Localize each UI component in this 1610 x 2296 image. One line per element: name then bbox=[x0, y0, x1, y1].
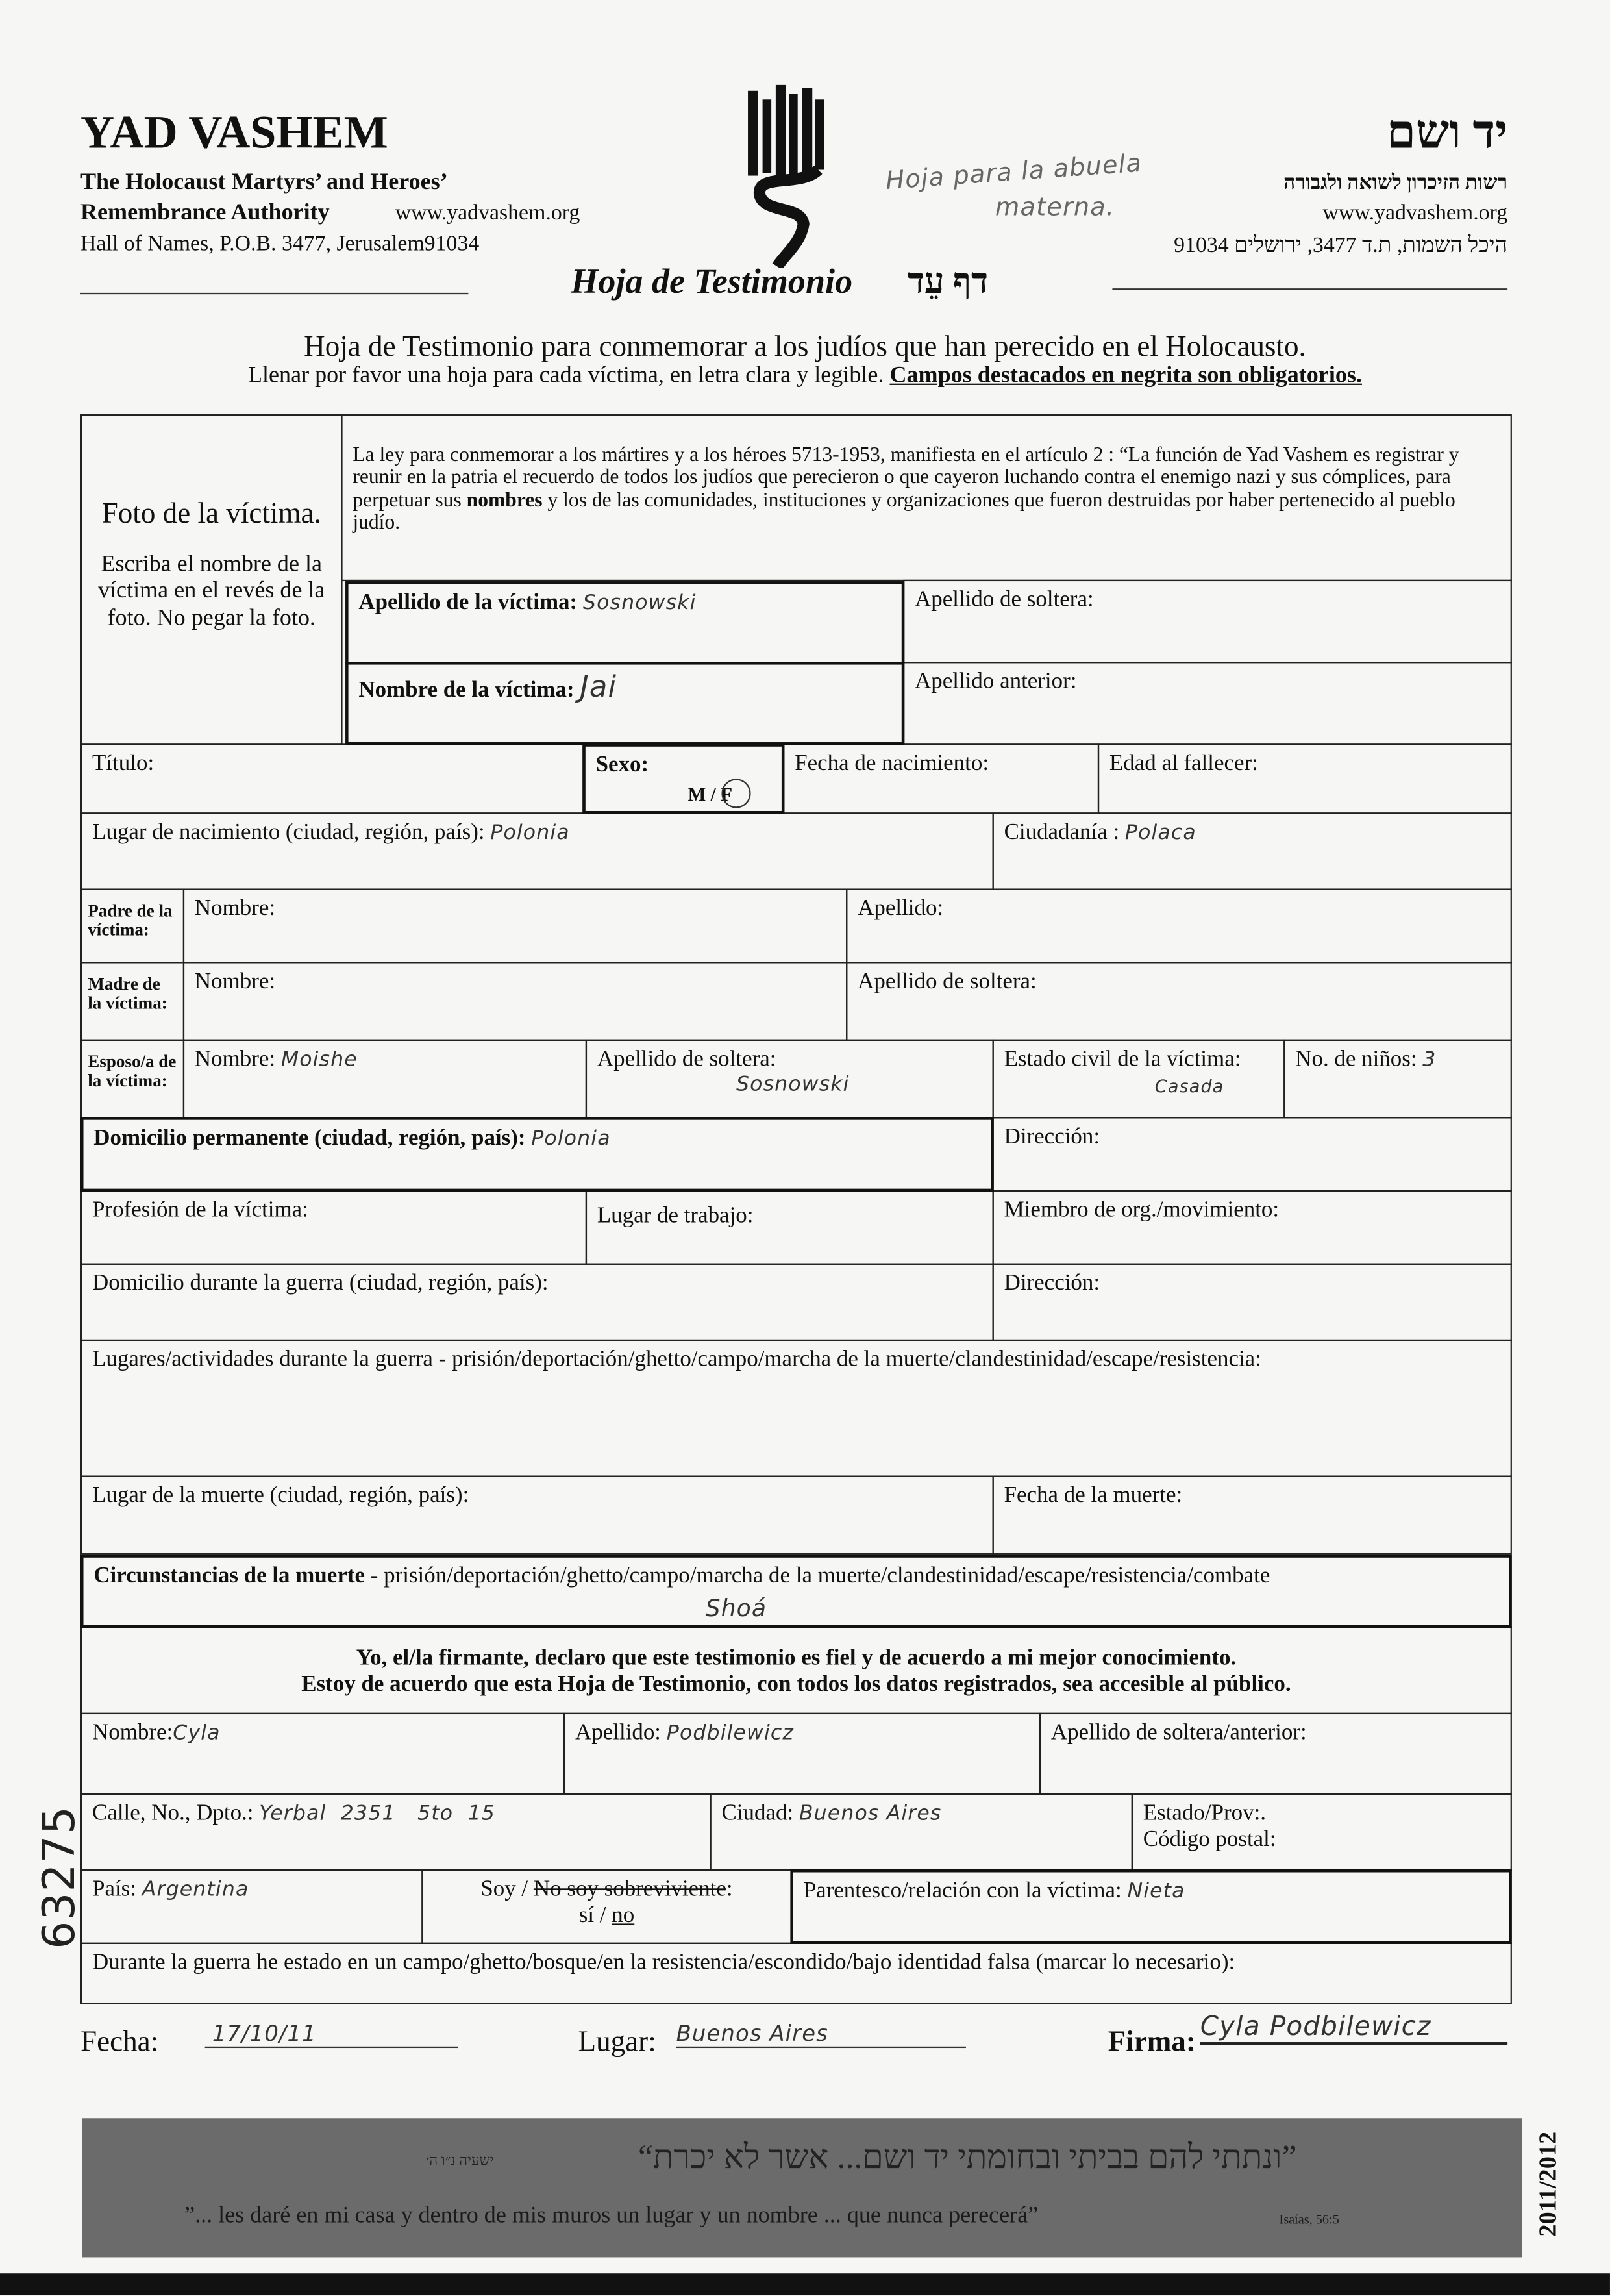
victim-first-name-field[interactable]: Nombre de la víctima: Jai bbox=[345, 662, 904, 745]
instructions-text: Llenar por favor una hoja para cada víctima, en letra clara y legible. bbox=[247, 363, 884, 388]
civil-status-value: Casada bbox=[1154, 1076, 1224, 1097]
survivor-field[interactable]: Soy / No soy sobreviviente: sí / no bbox=[421, 1869, 791, 1944]
org-line1: The Holocaust Martyrs’ and Heroes’ bbox=[80, 169, 448, 195]
quote-hebrew-ref: ישעיה נ״ו ה׳ bbox=[426, 2153, 494, 2170]
victim-surname-field[interactable]: Apellido de la víctima: Sosnowski bbox=[345, 581, 904, 665]
instructions bbox=[0, 363, 1610, 390]
country-field[interactable]: País: Argentina bbox=[80, 1869, 423, 1944]
date-label: Fecha: bbox=[80, 2026, 159, 2058]
website-link-right[interactable]: www.yadvashem.org bbox=[1322, 202, 1508, 226]
submitter-surname-field[interactable]: Apellido: Podbilewicz bbox=[564, 1713, 1041, 1795]
relation-field[interactable]: Parentesco/relación con la víctima: Nieta bbox=[790, 1869, 1511, 1944]
submitter-name-field[interactable]: Nombre:Cyla bbox=[80, 1713, 565, 1795]
death-circumstances-field[interactable]: Circunstancias de la muerte - prisión/deportación/ghetto/campo/marcha de la muerte/clandestinidad/escape/resistencia/combate Shoá bbox=[80, 1554, 1512, 1628]
law-text: La ley para conmemorar a los mártires y a los héroes 5713-1953, manifiesta en el artículo 2 : “La función de Yad Vashem es registrar y reunir en la patria el recuerdo de todos los judíos que perecieron o que cayeron luchando contra el enemigo nazi y sus cómplices, para perpetuar sus nombres y los de las comunidades, instituciones y organizaciones que fueron destruidas por haber pertenecido al pueblo judío. bbox=[341, 414, 1512, 581]
quote-hebrew: ”ונתתי להם בביתי ובחומתי יד ושם... אשר לא יכרת“ bbox=[638, 2138, 1297, 2176]
spouse-maiden-value: Sosnowski bbox=[736, 1073, 850, 1097]
survivor-no-selected: no bbox=[612, 1903, 635, 1928]
org-name: YAD VASHEM bbox=[80, 105, 388, 158]
spouse-name-value: Moishe bbox=[280, 1048, 358, 1072]
sex-selected-circle bbox=[721, 779, 750, 808]
city-field[interactable]: Ciudad: Buenos Aires bbox=[710, 1793, 1133, 1871]
quote-spanish: ”... les daré en mi casa y dentro de mis muros un lugar y un nombre ... que nunca perecerá” bbox=[184, 2203, 1039, 2228]
victim-surname-value: Sosnowski bbox=[582, 591, 697, 615]
title-field[interactable]: Título: bbox=[80, 743, 584, 814]
org-line2: Remembrance Authority bbox=[80, 200, 330, 226]
handwritten-note: Hoja para la abuela bbox=[884, 149, 1143, 197]
war-address-field[interactable]: Dirección: bbox=[993, 1264, 1512, 1341]
quote-reference: Isaías, 56:5 bbox=[1279, 2212, 1339, 2227]
city-value: Buenos Aires bbox=[799, 1802, 942, 1826]
citizenship-value: Polaca bbox=[1124, 821, 1196, 845]
org-name-hebrew: יד ושם bbox=[1386, 105, 1508, 158]
form-title: Hoja de Testimonio bbox=[571, 263, 853, 302]
perm-residence-value: Polonia bbox=[531, 1127, 611, 1151]
form-title-hebrew: דף עֵד bbox=[907, 263, 989, 302]
signature-label: Firma: bbox=[1108, 2026, 1196, 2058]
birth-date-field[interactable]: Fecha de nacimiento: bbox=[783, 743, 1099, 814]
country-value: Argentina bbox=[142, 1878, 249, 1902]
spouse-maiden-field[interactable]: Apellido de soltera: Sosnowski bbox=[586, 1040, 994, 1119]
children-value: 3 bbox=[1422, 1048, 1437, 1072]
perm-address-field[interactable]: Dirección: bbox=[993, 1117, 1512, 1192]
war-status-field[interactable]: Durante la guerra he estado en un campo/ghetto/bosque/en la resistencia/escondido/bajo identidad falsa (marcar lo necesario): bbox=[80, 1943, 1512, 2004]
photo-instructions: Escriba el nombre de la víctima en el revés de la foto. No pegar la foto. bbox=[97, 551, 325, 631]
photo-label: Foto de la víctima. bbox=[101, 497, 321, 530]
mother-maiden-field[interactable]: Apellido de soltera: bbox=[846, 962, 1512, 1041]
death-circumstances-value: Shoá bbox=[705, 1594, 767, 1622]
address-hebrew: היכל השמות, ת.ד 3477, ירושלים 91034 bbox=[1174, 234, 1508, 258]
death-place-field[interactable]: Lugar de la muerte (ciudad, región, país): bbox=[80, 1476, 994, 1555]
declaration: Yo, el/la firmante, declaro que este testimonio es fiel y de acuerdo a mi mejor conocimiento. Estoy de acuerdo que esta Hoja de Testimonio, con todos los datos registrados, sea accesible al público. bbox=[80, 1627, 1512, 1714]
org-line-hebrew: רשות הזיכרון לשואה ולגבורה bbox=[1283, 173, 1508, 195]
place-field[interactable]: Buenos Aires bbox=[676, 2020, 966, 2048]
spouse-label: Esposo/a de la víctima: bbox=[80, 1040, 184, 1119]
children-field[interactable]: No. de niños: 3 bbox=[1283, 1040, 1512, 1119]
father-name-field[interactable]: Nombre: bbox=[183, 888, 848, 963]
org-address: Hall of Names, P.O.B. 3477, Jerusalem91034 bbox=[80, 232, 480, 256]
sex-field[interactable]: Sexo: M / F bbox=[582, 743, 784, 814]
quote-band bbox=[82, 2118, 1522, 2257]
war-residence-field[interactable]: Domicilio durante la guerra (ciudad, región, país): bbox=[80, 1264, 994, 1341]
street-value: Yerbal 2351 5to 15 bbox=[259, 1802, 495, 1826]
perm-residence-field[interactable]: Domicilio permanente (ciudad, región, país): Polonia bbox=[80, 1117, 994, 1192]
workplace-field[interactable]: Lugar de trabajo: bbox=[586, 1190, 994, 1265]
victim-first-name-value: Jai bbox=[580, 669, 617, 705]
father-surname-field[interactable]: Apellido: bbox=[846, 888, 1512, 963]
place-label: Lugar: bbox=[578, 2026, 656, 2058]
required-note: Campos destacados en negrita son obligatorios. bbox=[889, 363, 1362, 388]
victim-maiden-field[interactable]: Apellido de soltera: bbox=[903, 580, 1512, 664]
date-field[interactable]: 17/10/11 bbox=[205, 2020, 458, 2048]
website-link[interactable]: www.yadvashem.org bbox=[395, 202, 580, 226]
submitter-name-value: Cyla bbox=[173, 1721, 221, 1745]
street-field[interactable]: Calle, No., Dpto.: Yerbal 2351 5to 15 bbox=[80, 1793, 712, 1871]
civil-status-field[interactable]: Estado civil de la víctima: Casada bbox=[993, 1040, 1285, 1119]
photo-cell[interactable] bbox=[80, 414, 343, 745]
death-date-field[interactable]: Fecha de la muerte: bbox=[993, 1476, 1512, 1555]
victim-prev-surname-field[interactable]: Apellido anterior: bbox=[903, 662, 1512, 745]
intro-text: Hoja de Testimonio para conmemorar a los judíos que han perecido en el Holocausto. bbox=[304, 331, 1306, 364]
birthplace-value: Polonia bbox=[490, 821, 570, 845]
margin-number: 63275 bbox=[34, 1805, 86, 1949]
birthplace-field[interactable]: Lugar de nacimiento (ciudad, región, país): Polonia bbox=[80, 812, 994, 890]
citizenship-field[interactable]: Ciudadanía : Polaca bbox=[993, 812, 1512, 890]
scan-edge bbox=[0, 2273, 1610, 2295]
sex-options: M / F bbox=[687, 783, 732, 805]
yad-vashem-logo bbox=[727, 85, 838, 268]
age-field[interactable]: Edad al fallecer: bbox=[1098, 743, 1512, 814]
profession-field[interactable]: Profesión de la víctima: bbox=[80, 1190, 587, 1265]
relation-value: Nieta bbox=[1127, 1879, 1185, 1903]
edition-label: 2011/2012 bbox=[1533, 2131, 1562, 2237]
mother-name-field[interactable]: Nombre: bbox=[183, 962, 848, 1041]
spouse-name-field[interactable]: Nombre: Moishe bbox=[183, 1040, 587, 1119]
submitter-surname-value: Podbilewicz bbox=[666, 1721, 795, 1745]
submitter-maiden-field[interactable]: Apellido de soltera/anterior: bbox=[1039, 1713, 1512, 1795]
war-places-field[interactable]: Lugares/actividades durante la guerra - prisión/deportación/ghetto/campo/marcha de la muerte/clandestinidad/escape/resistencia: bbox=[80, 1340, 1512, 1477]
signature[interactable]: Cyla Podbilewicz bbox=[1200, 2012, 1507, 2045]
father-label: Padre de la víctima: bbox=[80, 888, 184, 963]
handwritten-note-2: materna. bbox=[995, 193, 1115, 223]
mother-label: Madre de la víctima: bbox=[80, 962, 184, 1041]
state-postal-field[interactable]: Estado/Prov:. Código postal: bbox=[1132, 1793, 1512, 1871]
member-field[interactable]: Miembro de org./movimiento: bbox=[993, 1190, 1512, 1265]
